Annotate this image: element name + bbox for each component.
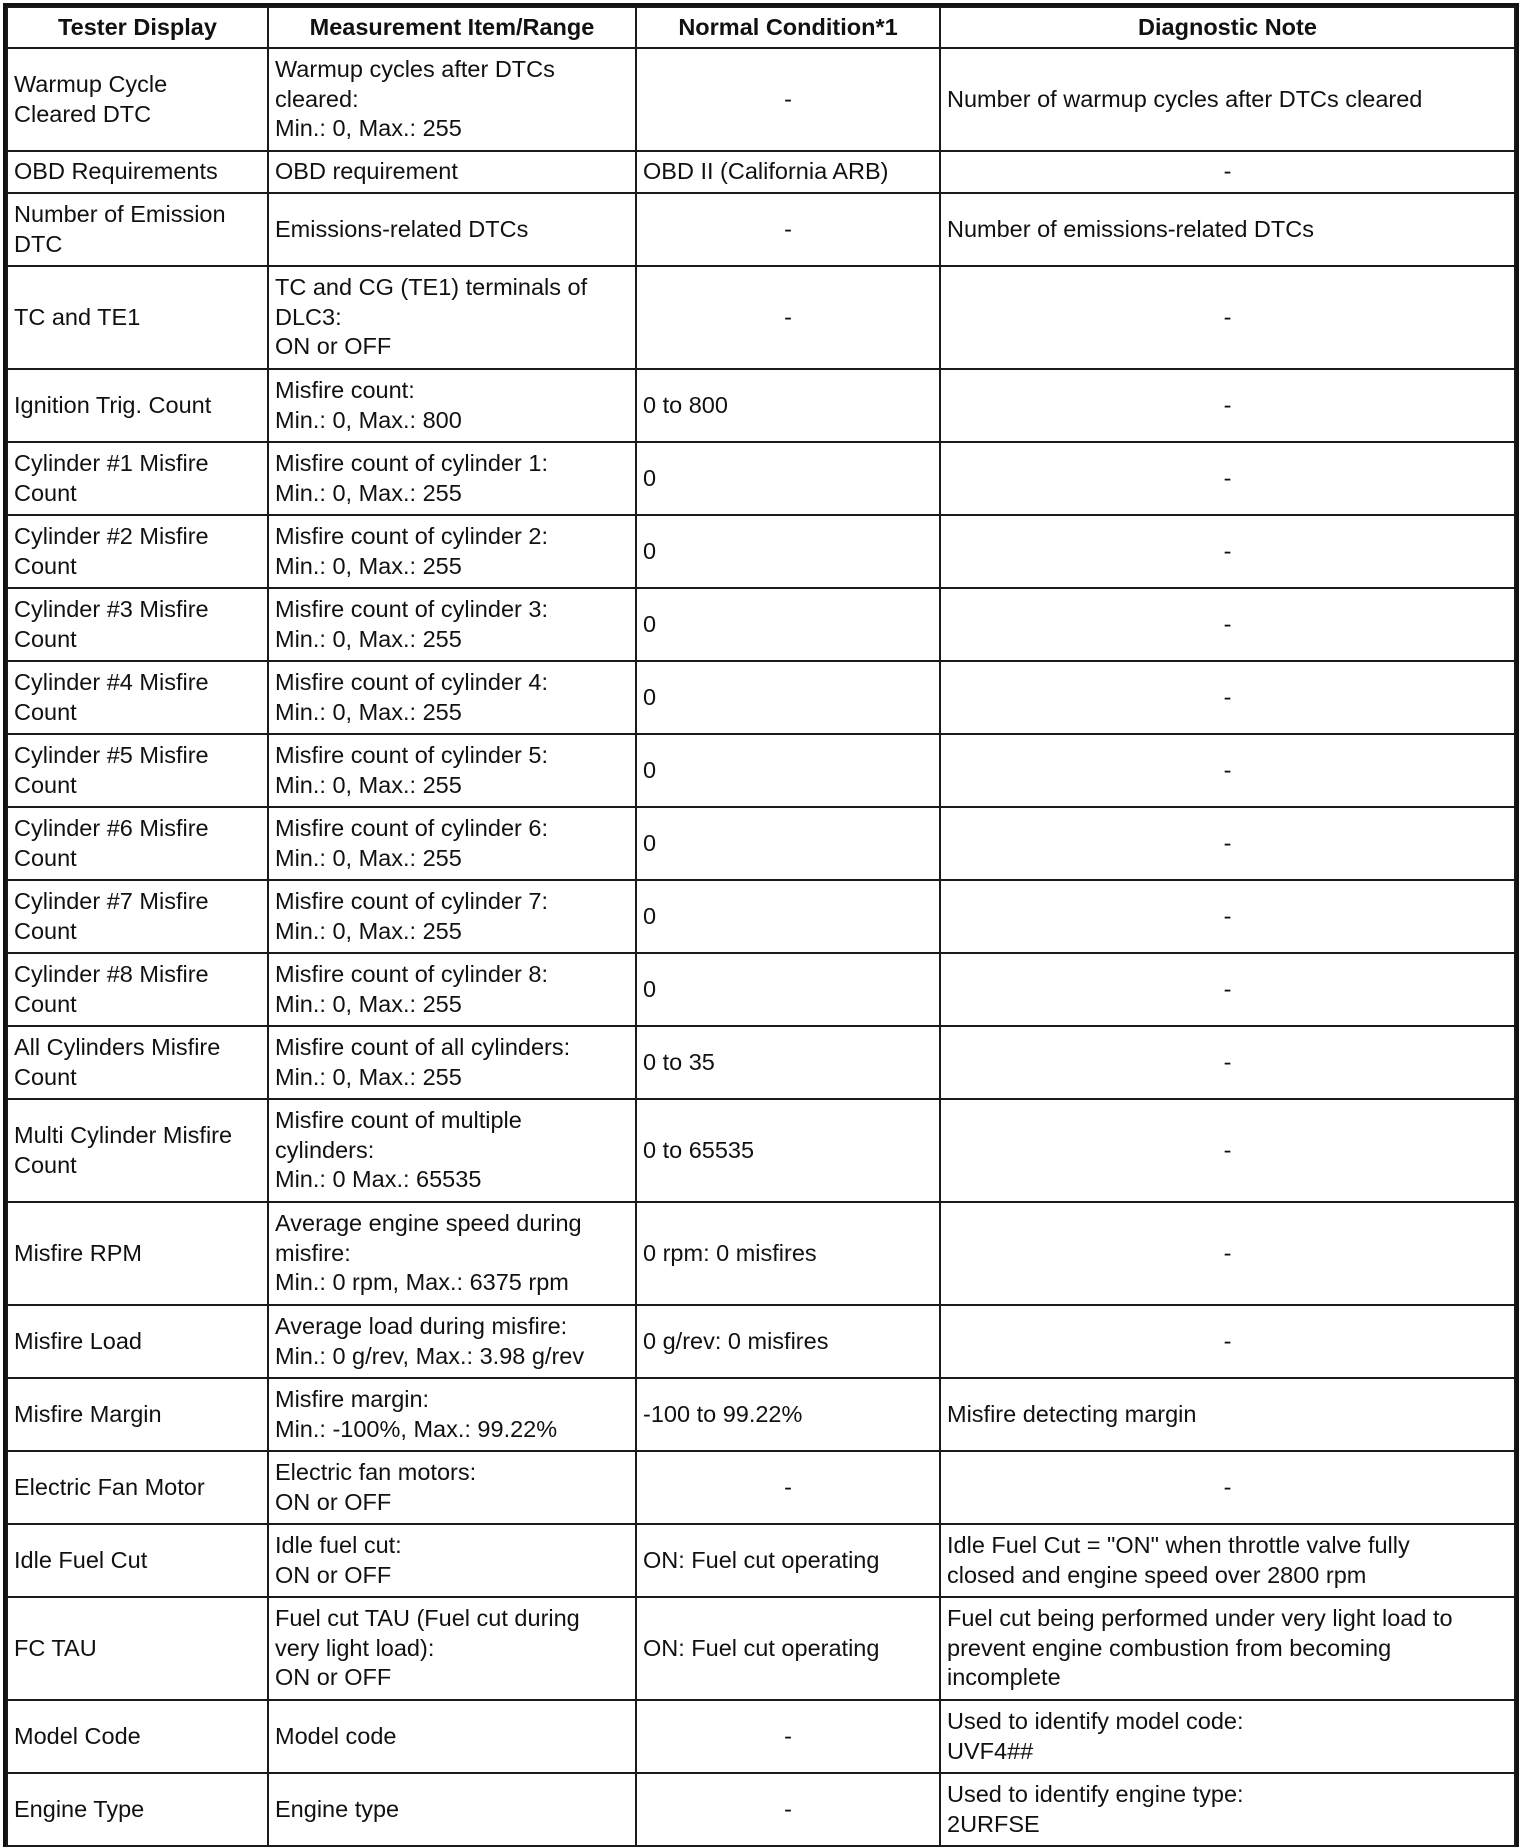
cell-diagnostic-note: Number of emissions-related DTCs bbox=[940, 193, 1515, 266]
table-row bbox=[7, 734, 1515, 807]
cell-tester-display: Misfire Margin bbox=[7, 1378, 268, 1451]
cell-tester-display: Cylinder #2 Misfire Count bbox=[7, 515, 268, 588]
table-row bbox=[7, 1700, 1515, 1773]
table-row bbox=[7, 1305, 1515, 1378]
cell-tester-display: Engine Type bbox=[7, 1773, 268, 1846]
table-row bbox=[7, 48, 1515, 151]
cell-normal-condition: 0 g/rev: 0 misfires bbox=[636, 1305, 940, 1378]
cell-measurement-item: Model code bbox=[268, 1700, 636, 1773]
header-tester-display: Tester Display bbox=[7, 7, 268, 48]
cell-measurement-item: Warmup cycles after DTCs cleared: Min.: 0, Max.: 255 bbox=[268, 48, 636, 151]
table-row bbox=[7, 1524, 1515, 1597]
cell-diagnostic-note: - bbox=[940, 151, 1515, 193]
cell-measurement-item: Misfire count of cylinder 4: Min.: 0, Max.: 255 bbox=[268, 661, 636, 734]
cell-diagnostic-note: - bbox=[940, 442, 1515, 515]
table-row bbox=[7, 193, 1515, 266]
table-row bbox=[7, 953, 1515, 1026]
cell-normal-condition: ON: Fuel cut operating bbox=[636, 1524, 940, 1597]
cell-measurement-item: Misfire count of cylinder 1: Min.: 0, Max.: 255 bbox=[268, 442, 636, 515]
cell-normal-condition: 0 bbox=[636, 442, 940, 515]
cell-normal-condition: 0 bbox=[636, 588, 940, 661]
cell-diagnostic-note: - bbox=[940, 880, 1515, 953]
cell-diagnostic-note: Misfire detecting margin bbox=[940, 1378, 1515, 1451]
cell-diagnostic-note: - bbox=[940, 1099, 1515, 1202]
cell-diagnostic-note: Number of warmup cycles after DTCs cleared bbox=[940, 48, 1515, 151]
cell-normal-condition: 0 bbox=[636, 661, 940, 734]
cell-diagnostic-note: - bbox=[940, 266, 1515, 369]
cell-tester-display: Idle Fuel Cut bbox=[7, 1524, 268, 1597]
cell-measurement-item: Fuel cut TAU (Fuel cut during very light load): ON or OFF bbox=[268, 1597, 636, 1700]
cell-tester-display: OBD Requirements bbox=[7, 151, 268, 193]
cell-normal-condition: 0 to 800 bbox=[636, 369, 940, 442]
cell-measurement-item: OBD requirement bbox=[268, 151, 636, 193]
cell-tester-display: Warmup Cycle Cleared DTC bbox=[7, 48, 268, 151]
data-list-table bbox=[6, 6, 1516, 1847]
table-row bbox=[7, 880, 1515, 953]
cell-measurement-item: Misfire count of cylinder 7: Min.: 0, Max.: 255 bbox=[268, 880, 636, 953]
cell-tester-display: Cylinder #7 Misfire Count bbox=[7, 880, 268, 953]
cell-tester-display: Cylinder #3 Misfire Count bbox=[7, 588, 268, 661]
table-row bbox=[7, 266, 1515, 369]
cell-tester-display: Cylinder #8 Misfire Count bbox=[7, 953, 268, 1026]
cell-normal-condition: 0 bbox=[636, 734, 940, 807]
cell-tester-display: FC TAU bbox=[7, 1597, 268, 1700]
cell-measurement-item: Misfire count of cylinder 2: Min.: 0, Max.: 255 bbox=[268, 515, 636, 588]
cell-diagnostic-note: - bbox=[940, 515, 1515, 588]
cell-measurement-item: Misfire margin: Min.: -100%, Max.: 99.22% bbox=[268, 1378, 636, 1451]
cell-diagnostic-note: - bbox=[940, 734, 1515, 807]
cell-normal-condition: 0 bbox=[636, 807, 940, 880]
header-diagnostic-note: Diagnostic Note bbox=[940, 7, 1515, 48]
cell-measurement-item: Engine type bbox=[268, 1773, 636, 1846]
cell-normal-condition: -100 to 99.22% bbox=[636, 1378, 940, 1451]
header-measurement-item: Measurement Item/Range bbox=[268, 7, 636, 48]
cell-diagnostic-note: Used to identify engine type: 2URFSE bbox=[940, 1773, 1515, 1846]
cell-measurement-item: Misfire count of cylinder 5: Min.: 0, Max.: 255 bbox=[268, 734, 636, 807]
table-row bbox=[7, 442, 1515, 515]
cell-measurement-item: Misfire count of multiple cylinders: Min.: 0 Max.: 65535 bbox=[268, 1099, 636, 1202]
cell-tester-display: Multi Cylinder Misfire Count bbox=[7, 1099, 268, 1202]
cell-normal-condition: 0 to 35 bbox=[636, 1026, 940, 1099]
cell-diagnostic-note: - bbox=[940, 588, 1515, 661]
cell-measurement-item: Average engine speed during misfire: Min.: 0 rpm, Max.: 6375 rpm bbox=[268, 1202, 636, 1305]
cell-normal-condition: - bbox=[636, 1451, 940, 1524]
table-row bbox=[7, 1378, 1515, 1451]
cell-diagnostic-note: - bbox=[940, 661, 1515, 734]
cell-diagnostic-note: - bbox=[940, 953, 1515, 1026]
cell-normal-condition: ON: Fuel cut operating bbox=[636, 1597, 940, 1700]
cell-measurement-item: Misfire count: Min.: 0, Max.: 800 bbox=[268, 369, 636, 442]
cell-tester-display: Cylinder #1 Misfire Count bbox=[7, 442, 268, 515]
cell-diagnostic-note: - bbox=[940, 807, 1515, 880]
cell-measurement-item: Misfire count of cylinder 8: Min.: 0, Max.: 255 bbox=[268, 953, 636, 1026]
table-row bbox=[7, 588, 1515, 661]
cell-normal-condition: - bbox=[636, 1773, 940, 1846]
cell-normal-condition: 0 bbox=[636, 880, 940, 953]
cell-measurement-item: TC and CG (TE1) terminals of DLC3: ON or OFF bbox=[268, 266, 636, 369]
cell-tester-display: Model Code bbox=[7, 1700, 268, 1773]
table-row bbox=[7, 1202, 1515, 1305]
spec-table-container bbox=[6, 6, 1516, 1847]
cell-diagnostic-note: - bbox=[940, 1026, 1515, 1099]
cell-tester-display: Cylinder #6 Misfire Count bbox=[7, 807, 268, 880]
cell-normal-condition: - bbox=[636, 193, 940, 266]
cell-diagnostic-note: Idle Fuel Cut = "ON" when throttle valve fully closed and engine speed over 2800 rpm bbox=[940, 1524, 1515, 1597]
cell-normal-condition: 0 to 65535 bbox=[636, 1099, 940, 1202]
table-row bbox=[7, 1099, 1515, 1202]
cell-measurement-item: Misfire count of all cylinders: Min.: 0, Max.: 255 bbox=[268, 1026, 636, 1099]
table-row bbox=[7, 1773, 1515, 1846]
cell-normal-condition: 0 bbox=[636, 515, 940, 588]
cell-tester-display: Misfire Load bbox=[7, 1305, 268, 1378]
table-row bbox=[7, 1026, 1515, 1099]
cell-measurement-item: Electric fan motors: ON or OFF bbox=[268, 1451, 636, 1524]
table-row bbox=[7, 1451, 1515, 1524]
table-row bbox=[7, 369, 1515, 442]
cell-diagnostic-note: - bbox=[940, 369, 1515, 442]
cell-measurement-item: Misfire count of cylinder 3: Min.: 0, Max.: 255 bbox=[268, 588, 636, 661]
cell-measurement-item: Misfire count of cylinder 6: Min.: 0, Max.: 255 bbox=[268, 807, 636, 880]
cell-normal-condition: 0 rpm: 0 misfires bbox=[636, 1202, 940, 1305]
cell-tester-display: Cylinder #4 Misfire Count bbox=[7, 661, 268, 734]
header-row bbox=[7, 7, 1515, 48]
cell-diagnostic-note: Fuel cut being performed under very light load to prevent engine combustion from becoming incomplete bbox=[940, 1597, 1515, 1700]
cell-tester-display: Misfire RPM bbox=[7, 1202, 268, 1305]
cell-normal-condition: - bbox=[636, 266, 940, 369]
cell-tester-display: All Cylinders Misfire Count bbox=[7, 1026, 268, 1099]
cell-normal-condition: 0 bbox=[636, 953, 940, 1026]
cell-diagnostic-note: Used to identify model code: UVF4## bbox=[940, 1700, 1515, 1773]
cell-tester-display: TC and TE1 bbox=[7, 266, 268, 369]
cell-tester-display: Cylinder #5 Misfire Count bbox=[7, 734, 268, 807]
table-row bbox=[7, 515, 1515, 588]
cell-normal-condition: - bbox=[636, 48, 940, 151]
cell-diagnostic-note: - bbox=[940, 1202, 1515, 1305]
cell-diagnostic-note: - bbox=[940, 1451, 1515, 1524]
table-row bbox=[7, 661, 1515, 734]
cell-tester-display: Electric Fan Motor bbox=[7, 1451, 268, 1524]
cell-tester-display: Ignition Trig. Count bbox=[7, 369, 268, 442]
cell-normal-condition: - bbox=[636, 1700, 940, 1773]
cell-diagnostic-note: - bbox=[940, 1305, 1515, 1378]
table-row bbox=[7, 807, 1515, 880]
cell-normal-condition: OBD II (California ARB) bbox=[636, 151, 940, 193]
table-row bbox=[7, 1597, 1515, 1700]
cell-measurement-item: Idle fuel cut: ON or OFF bbox=[268, 1524, 636, 1597]
cell-measurement-item: Average load during misfire: Min.: 0 g/rev, Max.: 3.98 g/rev bbox=[268, 1305, 636, 1378]
cell-tester-display: Number of Emission DTC bbox=[7, 193, 268, 266]
header-normal-condition: Normal Condition*1 bbox=[636, 7, 940, 48]
cell-measurement-item: Emissions-related DTCs bbox=[268, 193, 636, 266]
table-row bbox=[7, 151, 1515, 193]
